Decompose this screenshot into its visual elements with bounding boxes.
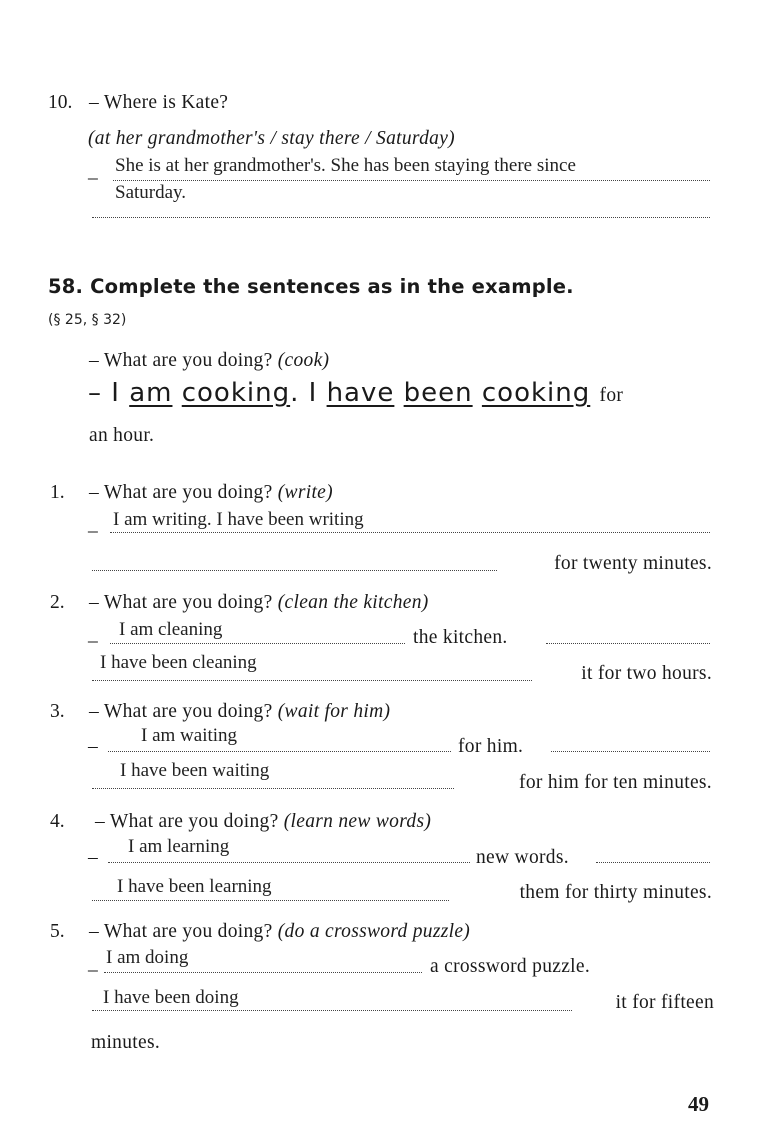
question-text: – What are you doing? — [89, 350, 273, 371]
dotted-line — [92, 217, 710, 218]
question-text: – What are you doing? — [89, 701, 273, 722]
sentence-ending: it for two hours. — [581, 663, 712, 684]
item-number: 2. — [50, 592, 65, 613]
question-text: – What are you doing? — [89, 592, 273, 613]
dotted-line — [104, 972, 422, 973]
item-number: 1. — [50, 482, 65, 503]
question — [89, 482, 333, 504]
exercise-title: 58. Complete the sentences as in the example. — [48, 275, 574, 298]
question — [89, 701, 390, 723]
sentence-ending: for him for ten minutes. — [519, 772, 712, 793]
dotted-line — [108, 751, 451, 752]
example-word: cooking — [481, 378, 591, 408]
item-number: 3. — [50, 701, 65, 722]
handwritten-answer: I am writing. I have been writing — [113, 509, 364, 530]
dotted-line — [92, 900, 449, 901]
period: . — [290, 378, 300, 408]
page-number: 49 — [688, 1092, 709, 1116]
verb-hint: (do a crossword puzzle) — [277, 921, 471, 942]
dotted-line — [551, 751, 710, 752]
sentence-middle: new words. — [476, 847, 569, 868]
verb-hint: (clean the kitchen) — [277, 592, 429, 613]
handwritten-answer: She is at her grandmother's. She has been staying there since — [115, 155, 576, 176]
sentence-ending: it for fifteen — [615, 992, 714, 1013]
handwritten-answer: I have been waiting — [120, 760, 270, 781]
question-text: – What are you doing? — [89, 921, 273, 942]
sentence-middle: the kitchen. — [413, 627, 508, 648]
handwritten-answer: I have been cleaning — [100, 652, 257, 673]
verb-hint: (wait for him) — [277, 701, 391, 722]
example-word: been — [403, 378, 473, 408]
handwritten-answer: I am cleaning — [119, 619, 223, 640]
verb-hint: (learn new words) — [283, 811, 432, 832]
sentence-middle: for him. — [458, 736, 524, 757]
handwritten-answer: I am doing — [106, 947, 189, 968]
item-number: 4. — [50, 811, 65, 832]
dotted-line — [92, 570, 497, 571]
question — [89, 921, 470, 943]
answer-dash: _ — [88, 953, 99, 974]
dotted-line — [92, 1010, 572, 1011]
answer-dash: – — [88, 847, 99, 868]
answer-dash: – — [88, 736, 99, 757]
pronoun: I — [111, 378, 120, 408]
sentence-middle: a crossword puzzle. — [430, 956, 591, 977]
dotted-line — [108, 862, 470, 863]
verb-hint: (cook) — [277, 350, 330, 371]
sentence-ending-continued: minutes. — [91, 1032, 161, 1053]
dotted-line — [110, 532, 710, 533]
pronoun: I — [308, 378, 318, 408]
question: – Where is Kate? — [89, 92, 229, 113]
answer-dash: _ — [88, 161, 99, 182]
question-text: – What are you doing? — [89, 482, 273, 503]
dash: – — [88, 378, 102, 408]
example-answer — [88, 378, 623, 408]
question-text: – What are you doing? — [95, 811, 279, 832]
example-question — [89, 350, 329, 372]
question — [89, 592, 429, 614]
dotted-line — [596, 862, 710, 863]
grammar-references: (§ 25, § 32) — [48, 312, 127, 328]
question — [95, 811, 431, 833]
dotted-line — [92, 788, 454, 789]
item-number: 5. — [50, 921, 65, 942]
handwritten-answer: I have been learning — [117, 876, 272, 897]
example-line2: an hour. — [89, 425, 155, 446]
dotted-line — [113, 180, 710, 181]
prompt-hint: (at her grandmother's / stay there / Saturday) — [88, 128, 455, 149]
example-word: am — [129, 378, 173, 408]
verb-hint: (write) — [277, 482, 333, 503]
handwritten-answer: I am waiting — [141, 725, 238, 746]
dotted-line — [546, 643, 710, 644]
answer-dash: _ — [88, 624, 99, 645]
example-word: have — [326, 378, 395, 408]
item-number: 10. — [48, 92, 73, 113]
example-word: cooking — [181, 378, 291, 408]
dotted-line — [110, 643, 405, 644]
sentence-ending: them for thirty minutes. — [519, 882, 712, 903]
example-for: for — [599, 385, 624, 406]
dotted-line — [92, 680, 532, 681]
handwritten-answer: I am learning — [128, 836, 230, 857]
answer-dash: _ — [88, 514, 99, 535]
sentence-ending: for twenty minutes. — [554, 553, 712, 574]
handwritten-answer: Saturday. — [115, 182, 187, 203]
handwritten-answer: I have been doing — [103, 987, 239, 1008]
